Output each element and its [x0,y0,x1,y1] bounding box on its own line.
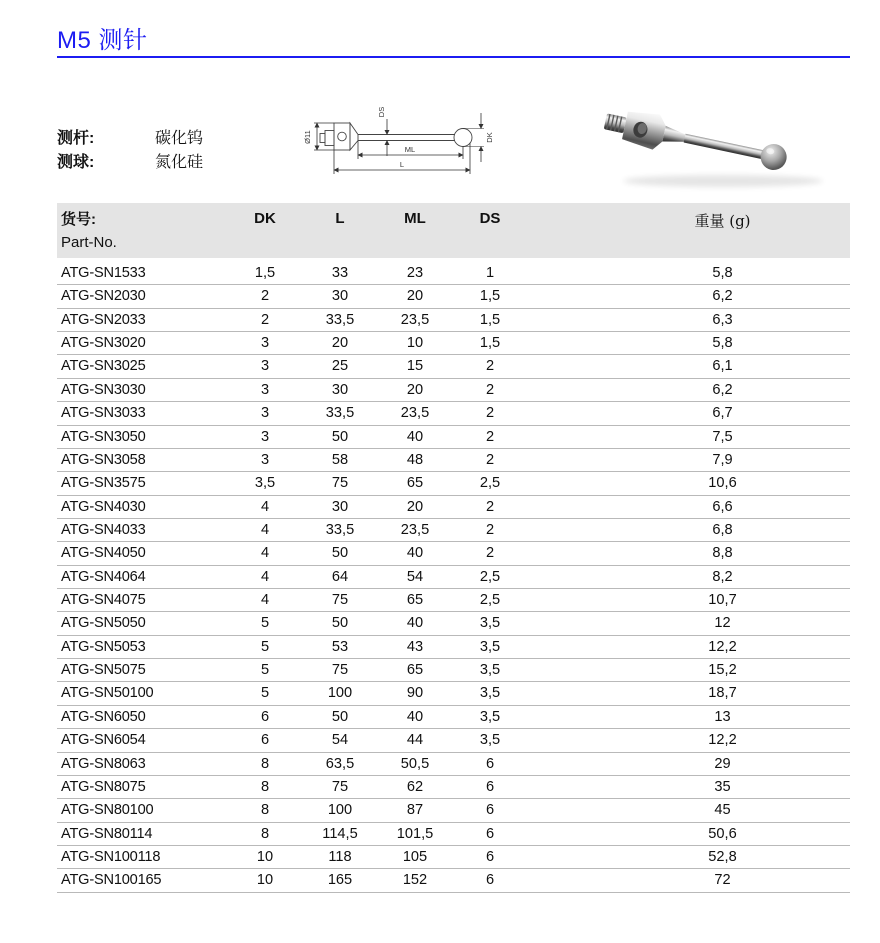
dk-cell: 2 [260,311,270,328]
dk-cell: 3 [260,358,270,375]
table-row [57,309,850,332]
dk-cell: 8 [260,802,270,819]
table-row [57,496,850,519]
dim-label-dk: DK [485,132,494,143]
l-cell: 54 [331,732,349,749]
weight-cell: 5,8 [712,265,733,281]
ml-cell: 23,5 [400,405,430,422]
part-no-cell: ATG-SN3050 [61,428,146,445]
ds-cell: 6 [485,848,495,865]
dk-cell: 3 [260,381,270,398]
weight-cell: 13 [714,708,731,725]
weight-cell: 7,5 [712,428,733,445]
part-no-cell: ATG-SN5075 [61,662,146,679]
title-underline [57,56,850,58]
part-no-cell: ATG-SN80100 [61,802,154,819]
ml-cell: 105 [402,848,428,865]
material-specs [57,127,203,175]
ml-cell: 20 [406,498,424,515]
ml-cell: 23,5 [400,311,430,328]
ds-cell: 1,5 [479,335,501,352]
ml-cell: 43 [406,638,424,655]
l-cell: 50 [331,545,349,562]
part-no-cell: ATG-SN2030 [61,288,146,305]
part-no-cell: ATG-SN6054 [61,732,146,749]
part-no-cell: ATG-SN4030 [61,498,146,515]
ds-cell: 2 [485,451,495,468]
part-no-cell: ATG-SN3033 [61,405,146,422]
dk-cell: 10 [256,872,274,889]
l-cell: 63,5 [325,755,355,772]
l-cell: 75 [331,662,349,679]
dk-cell: 3 [260,405,270,422]
weight-header: 重量 (g) [694,212,751,230]
part-no-cell: ATG-SN4033 [61,521,146,538]
table-row [57,542,850,565]
ds-cell: 2 [485,428,495,445]
ml-cell: 20 [406,288,424,305]
dim-label-ds: DS [377,106,386,118]
weight-cell: 10,7 [708,592,737,609]
l-header: L [335,210,345,227]
ds-cell: 2 [485,545,495,562]
ml-cell: 87 [406,802,424,819]
part-no-cell: ATG-SN3025 [61,358,146,375]
ml-cell: 48 [406,451,424,468]
part-no-header [57,203,225,258]
ds-cell: 1,5 [479,311,501,328]
part-no-cell: ATG-SN3058 [61,451,146,468]
ds-cell: 3,5 [479,732,501,749]
part-no-cell: ATG-SN100165 [61,872,162,889]
dk-cell: 2 [260,288,270,305]
dk-header: DK [254,210,276,227]
table-row [57,846,850,869]
weight-cell: 72 [714,872,731,889]
dk-cell: 6 [260,708,270,725]
ds-cell: 1 [485,265,495,281]
ds-cell: 3,5 [479,662,501,679]
ml-cell: 152 [402,872,428,889]
table-row [57,566,850,589]
weight-cell: 6,8 [712,521,733,538]
dk-cell: 4 [260,545,270,562]
dk-cell: 10 [256,848,274,865]
table-row [57,869,850,892]
ds-cell: 3,5 [479,708,501,725]
wrench-hole-outline [338,132,347,141]
weight-cell: 6,1 [712,358,733,375]
weight-cell: 8,2 [712,568,733,585]
weight-cell: 50,6 [708,825,737,842]
l-cell: 50 [331,428,349,445]
l-cell: 165 [327,872,353,889]
l-cell: 33 [331,265,349,281]
ball-value: 氮化硅 [155,154,204,171]
part-no-header-en: Part-No. [61,234,117,251]
l-cell: 33,5 [325,311,355,328]
ml-cell: 20 [406,381,424,398]
part-no-cell: ATG-SN4050 [61,545,146,562]
shaft-spec-row [57,127,203,151]
photo-ball [758,142,789,173]
ml-cell: 40 [406,708,424,725]
dk-cell: 8 [260,825,270,842]
table-row [57,355,850,378]
ds-header: DS [479,210,501,227]
part-no-cell: ATG-SN8075 [61,778,146,795]
ds-cell: 3,5 [479,638,501,655]
shaft-value: 碳化钨 [155,130,204,147]
weight-cell: 6,7 [712,405,733,422]
ml-cell: 65 [406,662,424,679]
part-no-cell: ATG-SN5053 [61,638,146,655]
ml-cell: 44 [406,732,424,749]
part-no-cell: ATG-SN4064 [61,568,146,585]
weight-cell: 7,9 [712,451,733,468]
ml-cell: 23,5 [400,521,430,538]
ds-cell: 6 [485,778,495,795]
table-row [57,776,850,799]
table-row [57,659,850,682]
l-cell: 50 [331,615,349,632]
dk-cell: 8 [260,755,270,772]
dk-cell: 3,5 [254,475,276,492]
weight-cell: 12 [714,615,731,632]
table-row [57,402,850,425]
weight-cell: 6,2 [712,381,733,398]
l-cell: 64 [331,568,349,585]
weight-cell: 6,2 [712,288,733,305]
weight-cell: 35 [714,778,731,795]
ds-cell: 6 [485,872,495,889]
ds-cell: 2 [485,405,495,422]
dk-cell: 1,5 [254,265,276,281]
ds-cell: 2,5 [479,475,501,492]
holder-outline [334,123,350,150]
ml-cell: 101,5 [396,825,434,842]
stylus-product-photo [583,83,853,198]
table-row [57,706,850,729]
l-cell: 114,5 [322,825,358,842]
shaft-label: 测杆: [57,130,95,147]
table-header [57,203,850,258]
l-cell: 30 [331,381,349,398]
dk-cell: 5 [260,662,270,679]
table-row [57,589,850,612]
dk-cell: 5 [260,685,270,702]
ds-cell: 2 [485,498,495,515]
ml-cell: 54 [406,568,424,585]
page-title: M5 测针 [57,27,148,54]
dk-cell: 3 [260,451,270,468]
part-no-cell: ATG-SN3030 [61,381,146,398]
table-row [57,262,850,285]
ds-cell: 6 [485,755,495,772]
part-no-cell: ATG-SN3575 [61,475,146,492]
l-cell: 33,5 [325,405,355,422]
part-no-cell: ATG-SN1533 [61,265,146,281]
table-row [57,519,850,542]
ml-cell: 40 [406,428,424,445]
dk-cell: 4 [260,521,270,538]
photo-shadow [623,175,823,187]
l-cell: 100 [327,802,353,819]
part-no-cell: ATG-SN4075 [61,592,146,609]
ml-cell: 10 [406,335,424,352]
ml-cell: 65 [406,592,424,609]
ds-cell: 3,5 [479,615,501,632]
ds-cell: 2,5 [479,568,501,585]
dk-cell: 3 [260,335,270,352]
weight-cell: 45 [714,802,731,819]
part-no-cell: ATG-SN3020 [61,335,146,352]
ds-cell: 3,5 [479,685,501,702]
photo-shaft [684,134,766,160]
weight-cell: 12,2 [708,638,737,655]
ds-cell: 2 [485,381,495,398]
l-cell: 20 [331,335,349,352]
part-no-cell: ATG-SN100118 [61,848,161,865]
ball-outline [454,129,472,147]
weight-cell: 5,8 [712,335,733,352]
part-no-cell: ATG-SN50100 [61,685,154,702]
l-cell: 118 [328,848,352,865]
l-cell: 58 [331,451,349,468]
ds-cell: 2 [485,521,495,538]
ml-cell: 65 [406,475,424,492]
stylus-table [57,203,850,893]
weight-cell: 29 [714,755,731,772]
ml-cell: 23 [406,265,424,281]
weight-cell: 12,2 [708,732,737,749]
table-row [57,729,850,752]
thread-outline [320,134,325,143]
ml-cell: 90 [406,685,424,702]
weight-cell: 10,6 [708,475,737,492]
dk-cell: 6 [260,732,270,749]
dk-cell: 8 [260,778,270,795]
ds-cell: 2,5 [479,592,501,609]
dk-cell: 4 [260,568,270,585]
ds-cell: 2 [485,358,495,375]
l-cell: 75 [331,778,349,795]
ml-cell: 40 [406,615,424,632]
ds-cell: 6 [485,802,495,819]
ball-spec-row [57,151,203,175]
part-no-header-zh: 货号: [61,211,96,228]
l-cell: 30 [331,288,349,305]
dim-label-body-diameter: Ø11 [303,130,312,144]
dk-cell: 5 [260,615,270,632]
table-row [57,332,850,355]
l-cell: 25 [331,358,349,375]
table-row [57,612,850,635]
table-row [57,285,850,308]
table-row [57,636,850,659]
table-row [57,753,850,776]
dim-label-l: L [399,160,405,169]
ml-cell: 15 [406,358,424,375]
weight-cell: 6,3 [712,311,733,328]
l-cell: 75 [331,592,349,609]
table-row [57,449,850,472]
ball-label: 测球: [57,154,95,171]
table-body [57,262,850,893]
table-row [57,379,850,402]
table-row [57,682,850,705]
l-cell: 30 [331,498,349,515]
dk-cell: 4 [260,498,270,515]
l-cell: 100 [327,685,353,702]
table-row [57,472,850,495]
part-no-cell: ATG-SN8063 [61,755,146,772]
dk-cell: 5 [260,638,270,655]
stylus-dimension-drawing [288,93,513,193]
table-row [57,823,850,846]
ml-cell: 62 [406,778,424,795]
part-no-cell: ATG-SN2033 [61,311,146,328]
ml-cell: 50,5 [400,755,430,772]
dk-cell: 3 [260,428,270,445]
l-cell: 75 [331,475,349,492]
part-no-cell: ATG-SN5050 [61,615,146,632]
dim-label-ml: ML [404,145,416,154]
dk-cell: 4 [260,592,270,609]
ds-cell: 6 [485,825,495,842]
part-no-cell: ATG-SN80114 [61,825,153,842]
ds-cell: 1,5 [479,288,501,305]
weight-cell: 18,7 [708,685,737,702]
l-cell: 50 [331,708,349,725]
table-row [57,799,850,822]
ml-cell: 40 [406,545,424,562]
weight-cell: 8,8 [712,545,733,562]
weight-cell: 6,6 [712,498,733,515]
l-cell: 53 [331,638,349,655]
weight-cell: 15,2 [708,662,737,679]
weight-cell: 52,8 [708,848,737,865]
part-no-cell: ATG-SN6050 [61,708,146,725]
ml-header: ML [404,210,426,227]
photo-cone [662,126,687,146]
table-row [57,426,850,449]
cone-outline [350,123,358,150]
l-cell: 33,5 [325,521,355,538]
